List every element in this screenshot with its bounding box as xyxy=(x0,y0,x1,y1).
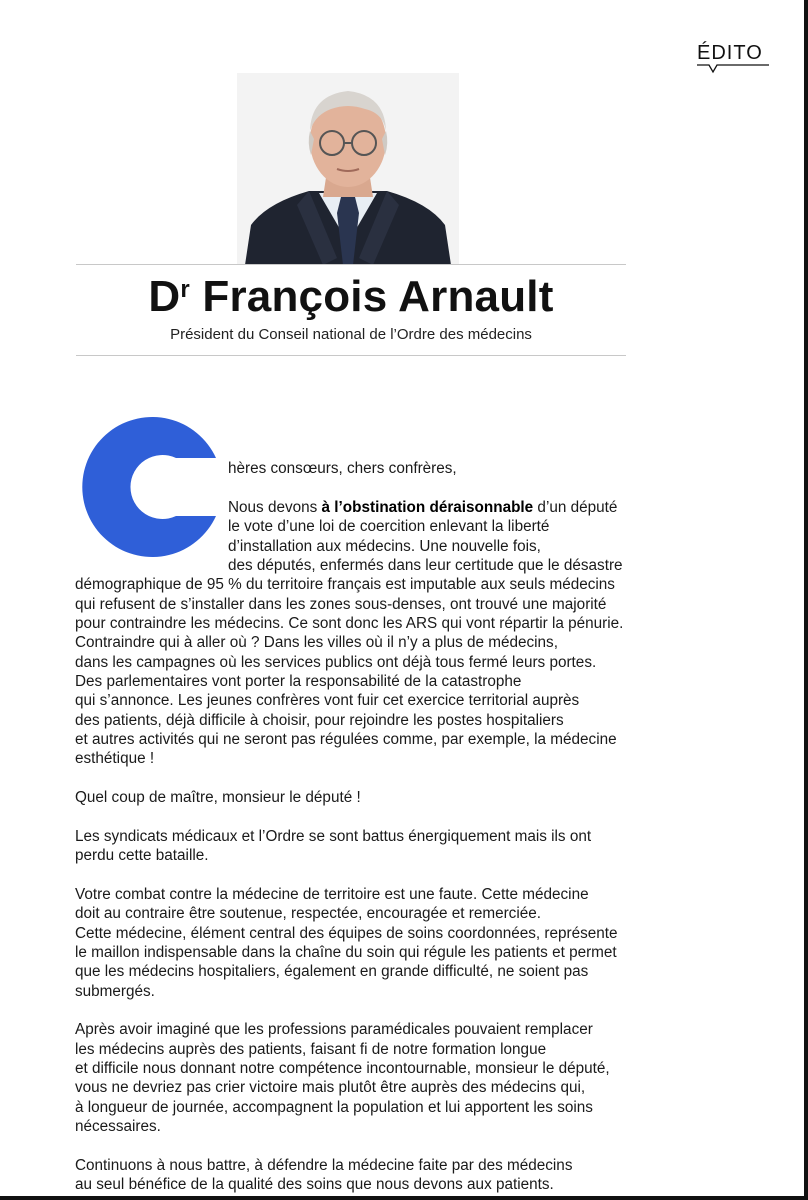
article-line: des députés, enfermés dans leur certitude que le désastre xyxy=(228,557,623,574)
greeting: hères consœurs, chers confrères, xyxy=(228,460,457,477)
author-role: Président du Conseil national de l’Ordre des médecins xyxy=(170,326,532,343)
article-line: Des parlementaires vont porter la responsabilité de la catastrophe xyxy=(75,673,522,690)
article-line: qui s’annonce. Les jeunes confrères vont fuir cet exercice territorial auprès xyxy=(75,692,580,709)
article-line: nécessaires. xyxy=(75,1118,161,1135)
article-line: et difficile nous donnant notre compétence incontournable, monsieur le député, xyxy=(75,1060,610,1077)
section-label: ÉDITO xyxy=(697,42,763,64)
drop-cap-letter xyxy=(74,416,216,558)
article-line: Contraindre qui à aller où ? Dans les villes où il n’y a plus de médecins, xyxy=(75,634,558,651)
article-line: à longueur de journée, accompagnent la population et lui apportent les soins xyxy=(75,1099,593,1116)
article-line: vous ne devriez pas crier victoire mais plutôt être auprès des médecins qui, xyxy=(75,1079,586,1096)
page-edge-right xyxy=(804,0,808,1200)
article-line: qui refusent de s’installer dans les zones sous-denses, ont trouvé une majorité xyxy=(75,596,607,613)
article-line: Quel coup de maître, monsieur le député ! xyxy=(75,789,361,806)
divider-top xyxy=(76,264,626,265)
article-line: Nous devons à l’obstination déraisonnable d’un député xyxy=(228,499,618,516)
speech-bubble-underline xyxy=(697,64,769,74)
article-line: au seul bénéfice de la qualité des soins que nous devons aux patients. xyxy=(75,1176,554,1193)
article-line: le vote d’une loi de coercition enlevant la liberté xyxy=(228,518,550,535)
author-portrait xyxy=(237,73,459,265)
article-line: pour contraindre les médecins. Ce sont donc les ARS qui vont répartir la pénurie. xyxy=(75,615,624,632)
article-line: que les médecins hospitaliers, également en grande difficulté, ne soient pas xyxy=(75,963,589,980)
article-line: submergés. xyxy=(75,983,155,1000)
article-line: des patients, déjà difficile à choisir, pour rejoindre les postes hospitaliers xyxy=(75,712,564,729)
article-line: d’installation aux médecins. Une nouvelle fois, xyxy=(228,538,541,555)
author-name: $D^r$ François Arnault xyxy=(148,272,554,321)
article-line: Continuons à nous battre, à défendre la médecine faite par des médecins xyxy=(75,1157,573,1174)
article-line: esthétique ! xyxy=(75,750,155,767)
divider-bottom xyxy=(76,355,626,356)
article-line: perdu cette bataille. xyxy=(75,847,209,864)
page-edge-bottom xyxy=(0,1196,808,1200)
article-line: Votre combat contre la médecine de territoire est une faute. Cette médecine xyxy=(75,886,589,903)
article-line: Cette médecine, élément central des équipes de soins coordonnées, représente xyxy=(75,925,618,942)
article-line: démographique de 95 % du territoire français est imputable aux seuls médecins xyxy=(75,576,615,593)
article-line: Après avoir imaginé que les professions paramédicales pouvaient remplacer xyxy=(75,1021,593,1038)
emphasis: à l’obstination déraisonnable xyxy=(321,499,534,516)
article-line: le maillon indispensable dans la chaîne du soin qui régule les patients et permet xyxy=(75,944,617,961)
article-line: les médecins auprès des patients, faisant fi de notre formation longue xyxy=(75,1041,547,1058)
article-line: Les syndicats médicaux et l’Ordre se sont battus énergiquement mais ils ont xyxy=(75,828,592,845)
article-line: dans les campagnes où les services publics ont déjà tous fermé leurs portes. xyxy=(75,654,597,671)
article-line: et autres activités qui ne seront pas régulées comme, par exemple, la médecine xyxy=(75,731,617,748)
article-line: doit au contraire être soutenue, respectée, encouragée et remerciée. xyxy=(75,905,541,922)
